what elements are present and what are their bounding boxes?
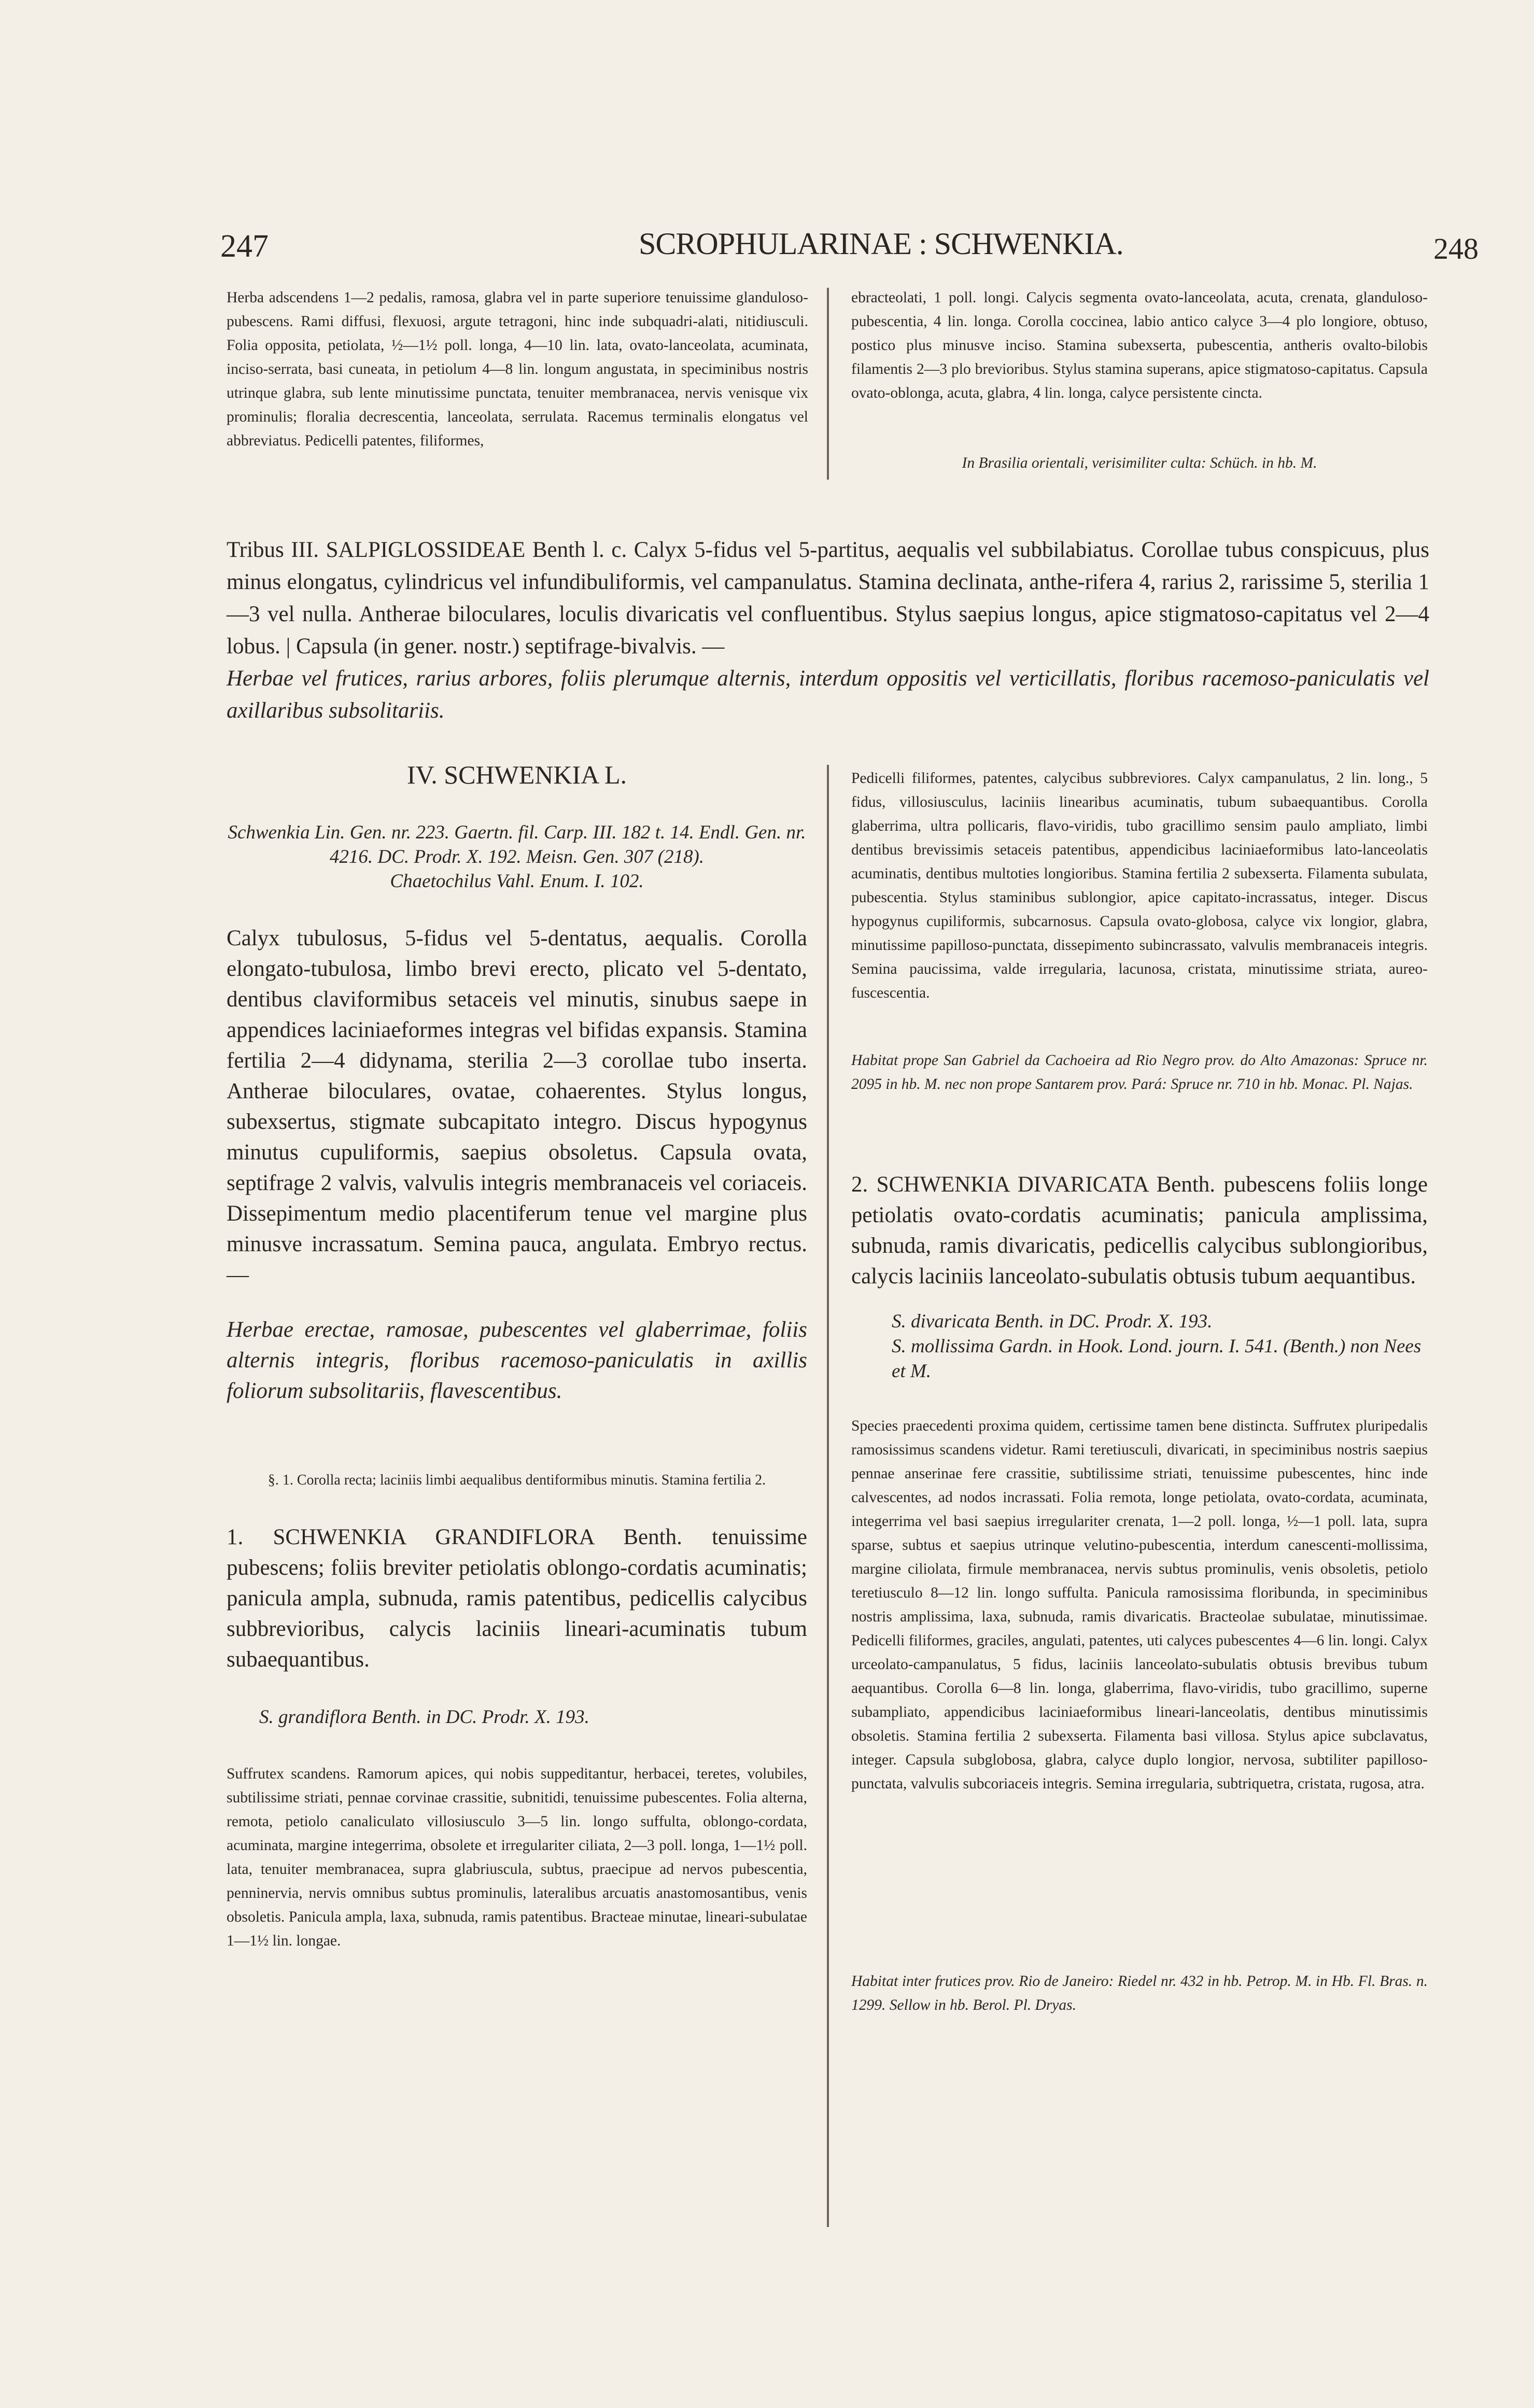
top-right-column: ebracteolati, 1 poll. longi. Calycis segmenta ovato-lanceolata, acuta, crenata, glanduloso-pubescentia, 4 lin. longa. Corolla coccinea, labio antico calyce 3—4 plo longiore, obtuso, postico plus minusve inciso. Stamina subexserta, pubescentia, antheris ovalto-bilobis filamentis 2—3 plo brevioribus. Stylus stamina superans, apice stigmatoso-capitatus. Capsula ovato-oblonga, acuta, glabra, 4 lin. longa, calyce persistente cincta. xyxy=(851,289,1428,401)
tribus-block xyxy=(227,534,1429,727)
species-1-description: Suffrutex scandens. Ramorum apices, qui nobis suppeditantur, herbacei, teretes, volubiles, subtilissime striati, pennae corvinae crassitie, subnitidi, tenuissime pubescentes. Folia alterna, remota, petiolo canaliculato villosiusculo 3—5 lin. longo suffulta, oblongo-cordata, acuminata, margine integerrima, obsolete et irregulariter ciliata, 2—3 poll. longa, 1—1½ poll. lata, tenuiter membranacea, supra glabriuscula, subtus, praecipue ad nervos pubescentia, penninervia, nervis omnibus subtus prominulis, lateralibus arcuatis anastomosantibus, venis obsoletis. Panicula ampla, laxa, subnuda, ramis patentibus. Bracteae minutae, lineari-subulatae 1—1½ lin. longae. xyxy=(227,1766,807,1949)
species-2-habitat: Habitat inter frutices prov. Rio de Janeiro: Riedel nr. 432 in hb. Petrop. M. in Hb. Fl. Bras. n. 1299. Sellow in hb. Berol. Pl. Dryas. xyxy=(851,1973,1428,2013)
page-number-left: 247 xyxy=(220,229,269,264)
tribus-habit: Herbae vel frutices, rarius arbores, foliis plerumque alternis, interdum oppositis vel verticillatis, floribus racemoso-paniculatis vel axillaribus subsolitariis. xyxy=(227,666,1429,723)
genus-heading: IV. SCHWENKIA L. xyxy=(406,760,627,789)
species-2-diagnosis: 2. SCHWENKIA DIVARICATA Benth. pubescens foliis longe petiolatis ovato-cordatis acuminatis; panicula amplissima, subnuda, ramis divaricatis, pedicellis calycibus sublongioribus, calycis laciniis lanceolato-subulatis obtusis tubum aequantibus. xyxy=(851,1172,1428,1289)
running-title: SCROPHULARINAE : SCHWENKIA. xyxy=(639,227,1123,261)
species-1-synonym: S. grandiflora Benth. in DC. Prodr. X. 193. xyxy=(259,1706,589,1728)
species-2-synonym-1: S. divaricata Benth. in DC. Prodr. X. 193. xyxy=(892,1311,1213,1332)
species-2-synonyms xyxy=(892,1309,1428,1384)
top-left-column: Herba adscendens 1—2 pedalis, ramosa, glabra vel in parte superiore tenuissime glanduloso-pubescens. Rami diffusi, flexuosi, argute tetragoni, hinc inde subquadri-alati, nitidiusculi. Folia opposita, petiolata, ½—1½ poll. longa, 4—10 lin. lata, ovato-lanceolata, acuminata, inciso-serrata, basi cuneata, in petiolum 4—8 lin. longum angustata, in speciminibus nostris utrinque glabra, sub lente minutissime punctata, tenuiter membranacea, nervis venisque vix prominulis; floralia decrescentia, lanceolata, serrulata. Racemus terminalis elongatus vel abbreviatus. Pedicelli patentes, filiformes, xyxy=(227,289,808,449)
species-2-description: Species praecedenti proxima quidem, certissime tamen bene distincta. Suffrutex pluripedalis ramosissimus scandens videtur. Rami teretiusculi, divaricati, in speciminibus nostris saepius pennae anserinae fere crassitie, subtilissime striati, tenuissime pubescentes, hinc inde calvescentes, ad nodos incrassati. Folia remota, longe petiolata, ovato-cordata, acuminata, integerrima vel basi saepius irregulariter crenata, 1—2 poll. longa, ½—1 poll. lata, supra sparse, subtus et saepius utrinque velutino-pubescentia, interdum canescenti-mollissima, margine ciliolata, firmule membranacea, nervis subtus prominulis, venis obsoletis, petiolo teretiusculo 8—12 lin. longo suffulta. Panicula ramosissima floribunda, in speciminibus nostris amplissima, laxa, subnuda, ramis divaricatis. Bracteolae subulatae, minutissimae. Pedicelli filiformes, graciles, angulati, patentes, uti calyces pubescentes 4—6 lin. longi. Calyx urceolato-campanulatus, 5 fidus, laciniis lanceolato-subulatis obtusis brevibus tubum aequantibus. Corolla 6—8 lin. longa, glaberrima, flavo-viridis, tubo gracillimo, superne subampliato, appendicibus laciniaeformibus lineari-lanceolatis, dentibus minutissimis obsoletis. Stamina fertilia 2 subexserta. Filamenta basi villosa. Stylus apice subclavatus, integer. Capsula subglobosa, glabra, calyce duplo longior, nervosa, subtiliter papilloso-punctata, valvulis subcoriaceis integris. Semina irregularia, subtriquetra, cristata, rugosa, atra. xyxy=(851,1418,1428,1792)
species-1-diagnosis: 1. SCHWENKIA GRANDIFLORA Benth. tenuissime pubescens; foliis breviter petiolatis oblongo-cordatis acuminatis; panicula ampla, subnuda, ramis patentibus, pedicellis calycibus subbrevioribus, calycis laciniis lineari-acuminatis tubum subaequantibus. xyxy=(227,1525,807,1672)
column-divider-main xyxy=(827,765,829,2227)
genus-synonyms xyxy=(227,820,807,893)
genus-habitus: Herbae erectae, ramosae, pubescentes vel glaberrimae, foliis alternis integris, floribus racemoso-paniculatis in axillis foliorum subsolitariis, flavescentibus. xyxy=(227,1318,807,1403)
tribus-description: Tribus III. SALPIGLOSSIDEAE Benth l. c. Calyx 5-fidus vel 5-partitus, aequalis vel subbilabiatus. Corollae tubus conspicuus, plus minus elongatus, cylindricus vel infundibuliformis, vel campanulatus. Stamina declinata, anthe-rifera 4, rarius 2, rarissime 5, sterilia 1—3 vel nulla. Antherae biloculares, loculis divaricatis vel confluentibus. Stylus saepius longus, apice stigmatoso-capitatus vel 2—4 lobus. | Capsula (in gener. nostr.) septifrage-bivalvis. — xyxy=(227,538,1429,659)
top-right-habitat: In Brasilia orientali, verisimiliter culta: Schüch. in hb. M. xyxy=(962,455,1317,471)
genus-synonyms-1: Schwenkia Lin. Gen. nr. 223. Gaertn. fil. Carp. III. 182 t. 14. Endl. Gen. nr. 4216. DC. Prodr. X. 192. Meisn. Gen. 307 (218). xyxy=(228,822,806,867)
species-1-description-continued: Pedicelli filiformes, patentes, calycibus subbreviores. Calyx campanulatus, 2 lin. long., 5 fidus, villosiusculus, laciniis linearibus acuminatis, tubum subaequantibus. Corolla glaberrima, ultra pollicaris, flavo-viridis, tubo gracillimo sensim paulo ampliato, limbi dentibus brevissimis setaceis patentibus, appendicibus laciniaeformibus lato-lanceolatis acuminatis, dentibus multoties longioribus. Stamina fertilia 2 subexserta. Filamenta subulata, pubescentia. Stylus staminibus sublongior, apice capitato-incrassatus, integer. Discus hypogynus cupiliformis, subcarnosus. Capsula ovato-globosa, calyce vix longior, glabra, minutissime papilloso-punctata, dissepimento subincrassato, valvulis membranaceis integris. Semina paucissima, valde irregularia, lacunosa, cristata, minutissime striata, aureo-fuscescentia. xyxy=(851,770,1428,1001)
species-2-synonym-2: S. mollissima Gardn. in Hook. Lond. journ. I. 541. (Benth.) non Nees et M. xyxy=(892,1336,1422,1382)
column-divider-top xyxy=(827,288,829,480)
species-1-habitat: Habitat prope San Gabriel da Cachoeira ad Rio Negro prov. do Alto Amazonas: Spruce nr. 2095 in hb. M. nec non prope Santarem prov. Pará: Spruce nr. 710 in hb. Monac. Pl. Najas. xyxy=(851,1052,1428,1093)
page-number-right: 248 xyxy=(1433,232,1479,265)
genus-synonyms-2: Chaetochilus Vahl. Enum. I. 102. xyxy=(390,871,644,892)
section-heading: §. 1. Corolla recta; laciniis limbi aequalibus dentiformibus minutis. Stamina fertilia 2. xyxy=(268,1472,766,1488)
genus-description: Calyx tubulosus, 5-fidus vel 5-dentatus, aequalis. Corolla elongato-tubulosa, limbo brevi erecto, plicato vel 5-dentato, dentibus claviformibus setaceis vel minutis, sinubus saepe in appendices laciniaeformes integras vel bifidas expansis. Stamina fertilia 2—4 didynama, sterilia 2—3 corollae tubo inserta. Antherae biloculares, ovatae, cohaerentes. Stylus longus, subexsertus, stigmate subcapitato integro. Discus hypogynus minutus cupuliformis, saepius obsoletus. Capsula ovata, septifrage 2 valvis, valvulis integris membranaceis vel coriaceis. Dissepimentum medio placentiferum tenue vel margine plus minusve incrassatum. Semina pauca, angulata. Embryo rectus. — xyxy=(227,926,807,1287)
